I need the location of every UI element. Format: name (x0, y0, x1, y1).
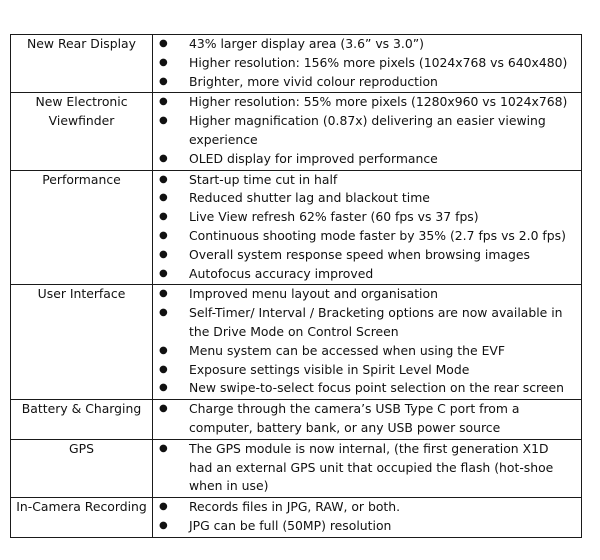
bullet-text: Charge through the camera’s USB Type C port from a computer, battery bank, or any USB power source (189, 401, 520, 435)
list-item (159, 208, 575, 227)
bullet-icon: ● (159, 267, 168, 279)
feature-name: In-Camera Recording (16, 499, 147, 515)
feature-details-cell (153, 498, 582, 538)
bullet-icon: ● (159, 96, 168, 108)
table-row (11, 400, 582, 440)
list-item (159, 498, 575, 517)
table-row (11, 93, 582, 170)
bullet-list (159, 35, 575, 91)
feature-name: New Rear Display (27, 36, 136, 51)
bullet-text: The GPS module is now internal, (the first generation X1D had an external GPS unit that occupied the flash (hot-shoe when in use) (189, 440, 554, 494)
list-item (159, 265, 575, 284)
list-item (159, 35, 575, 54)
bullet-icon: ● (159, 442, 168, 454)
bullet-icon: ● (159, 75, 168, 87)
bullet-icon: ● (159, 38, 168, 49)
feature-name-cell (11, 35, 153, 93)
bullet-text: Start-up time cut in half (189, 171, 338, 187)
bullet-icon: ● (159, 307, 168, 319)
bullet-text: Brighter, more vivid colour reproduction (189, 73, 438, 89)
bullet-icon: ● (159, 173, 168, 185)
bullet-icon: ● (159, 115, 168, 127)
bullet-text: Higher magnification (0.87x) delivering an easier viewing experience (189, 113, 546, 147)
table-row (11, 439, 582, 497)
list-item (159, 189, 575, 208)
bullet-list (159, 93, 575, 168)
list-item (159, 112, 575, 150)
bullet-list (159, 285, 575, 398)
feature-name-cell (11, 93, 153, 170)
feature-details-cell (153, 35, 582, 93)
table-row (11, 35, 582, 93)
feature-name-cell (11, 498, 153, 538)
bullet-icon: ● (159, 363, 168, 375)
bullet-icon: ● (159, 519, 168, 531)
bullet-list (159, 498, 575, 536)
bullet-icon: ● (159, 382, 168, 394)
bullet-text: Higher resolution: 55% more pixels (1280x960 vs 1024x768) (189, 94, 568, 110)
feature-details-cell (153, 439, 582, 497)
feature-name-cell (11, 400, 153, 440)
list-item (159, 400, 575, 438)
bullet-text: OLED display for improved performance (189, 150, 438, 166)
bullet-text: New swipe-to-select focus point selection on the rear screen (189, 380, 564, 396)
list-item (159, 246, 575, 265)
list-item (159, 73, 575, 92)
table-row (11, 285, 582, 400)
bullet-icon: ● (159, 56, 168, 68)
feature-name-cell (11, 439, 153, 497)
feature-name: New Electronic Viewfinder (35, 94, 128, 129)
bullet-text: 43% larger display area (3.6” vs 3.0”) (189, 36, 424, 51)
table-row (11, 498, 582, 538)
bullet-icon: ● (159, 192, 168, 204)
bullet-text: Records files in JPG, RAW, or both. (189, 499, 401, 515)
bullet-text: JPG can be full (50MP) resolution (189, 517, 392, 533)
bullet-icon: ● (159, 211, 168, 223)
feature-name-cell (11, 285, 153, 400)
feature-details-cell (153, 285, 582, 400)
bullet-icon: ● (159, 403, 168, 415)
feature-name-cell (11, 170, 153, 285)
bullet-text: Autofocus accuracy improved (189, 265, 374, 281)
list-item (159, 150, 575, 169)
list-item (159, 440, 575, 496)
list-item (159, 361, 575, 380)
bullet-text: Live View refresh 62% faster (60 fps vs 37 fps) (189, 209, 479, 225)
bullet-text: Continuous shooting mode faster by 35% (2.7 fps vs 2.0 fps) (189, 227, 566, 243)
feature-name: Performance (42, 171, 121, 187)
bullet-text: Self-Timer/ Interval / Bracketing options are now available in the Drive Mode on Control Screen (189, 305, 563, 339)
spec-comparison-sheet (10, 34, 582, 538)
list-item (159, 93, 575, 112)
feature-details-cell (153, 170, 582, 285)
bullet-text: Reduced shutter lag and blackout time (189, 190, 430, 206)
feature-details-cell (153, 93, 582, 170)
feature-table (10, 34, 582, 538)
feature-name: Battery & Charging (21, 401, 142, 417)
bullet-icon: ● (159, 288, 168, 300)
bullet-icon: ● (159, 229, 168, 241)
list-item (159, 285, 575, 304)
bullet-icon: ● (159, 152, 168, 164)
list-item (159, 54, 575, 73)
bullet-text: Overall system response speed when browsing images (189, 246, 530, 262)
bullet-icon: ● (159, 501, 168, 513)
list-item (159, 342, 575, 361)
table-row (11, 170, 582, 285)
bullet-icon: ● (159, 248, 168, 260)
bullet-list (159, 171, 575, 284)
feature-name: GPS (69, 440, 94, 456)
feature-name: User Interface (37, 286, 126, 302)
bullet-list (159, 440, 575, 496)
bullet-text: Exposure settings visible in Spirit Level Mode (189, 361, 470, 377)
feature-table-body (11, 35, 582, 538)
bullet-text: Improved menu layout and organisation (189, 286, 438, 302)
list-item (159, 379, 575, 398)
bullet-text: Menu system can be accessed when using the EVF (189, 342, 506, 358)
list-item (159, 304, 575, 342)
list-item (159, 517, 575, 536)
bullet-icon: ● (159, 344, 168, 356)
feature-details-cell (153, 400, 582, 440)
bullet-text: Higher resolution: 156% more pixels (1024x768 vs 640x480) (189, 54, 568, 70)
list-item (159, 227, 575, 246)
bullet-list (159, 400, 575, 438)
list-item (159, 171, 575, 190)
